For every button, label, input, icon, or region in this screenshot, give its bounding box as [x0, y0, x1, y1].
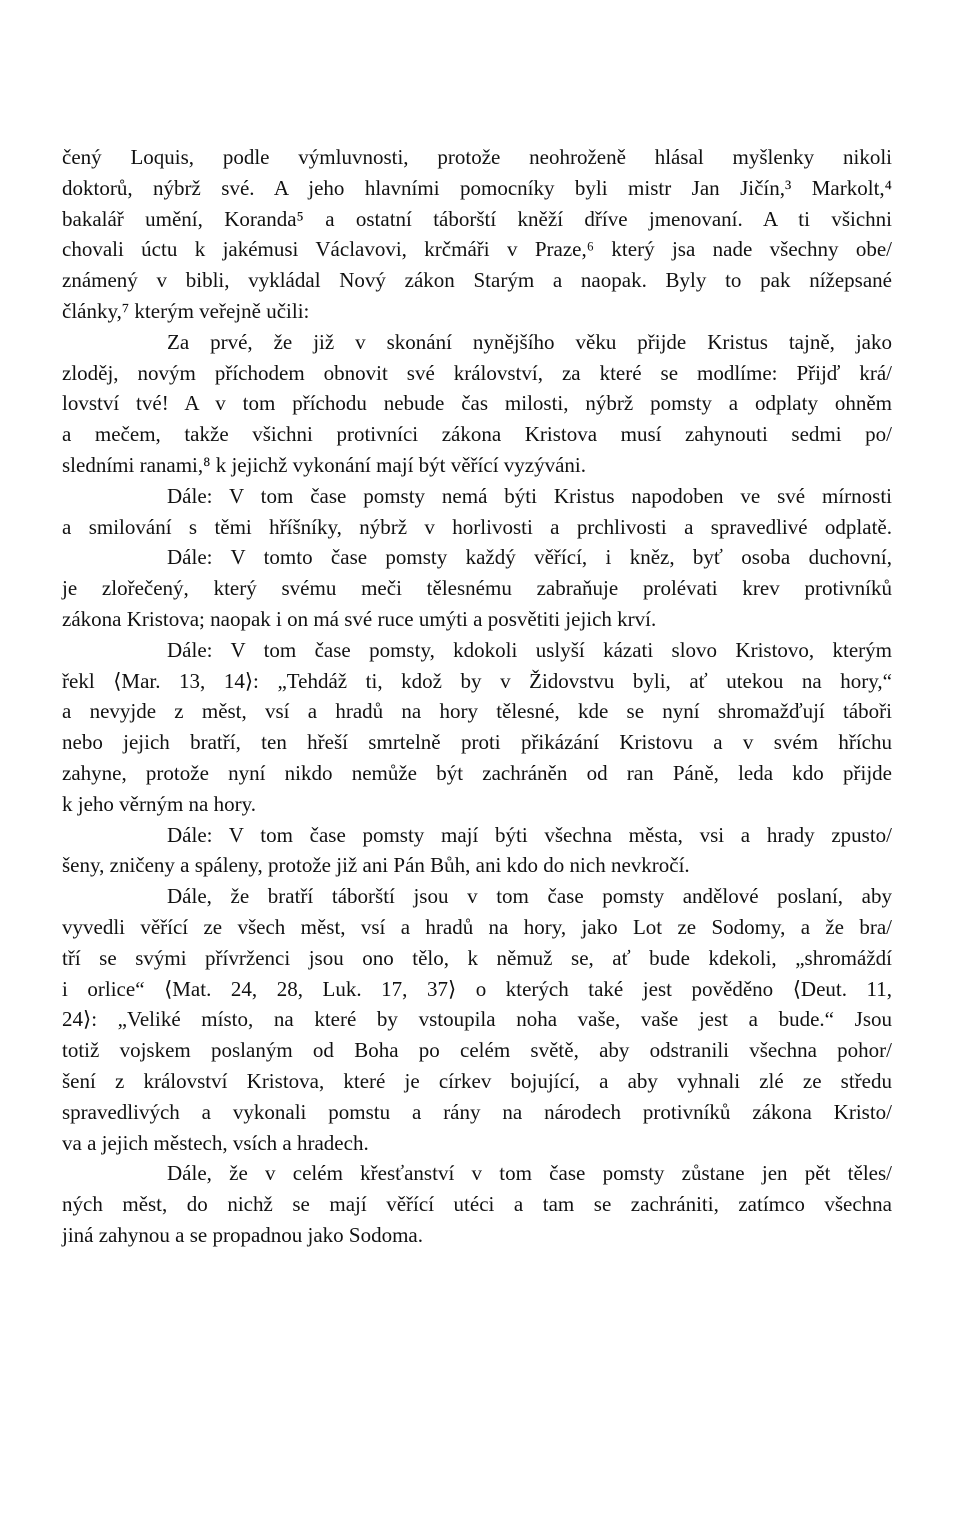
text-line: k jeho věrným na hory.: [62, 791, 257, 816]
text-line: spravedlivých a vykonali pomstu a rány na národech protivníků zákona Kristo/: [62, 1099, 892, 1124]
text-line: články,⁷ kterým veřejně učili:: [62, 298, 310, 323]
text-line: i orlice“ ⟨Mat. 24, 28, Luk. 17, 37⟩ o kterých také jest pověděno ⟨Deut. 11,: [62, 976, 892, 1001]
document-page: [62, 142, 892, 1251]
text-line: lovství tvé! A v tom příchodu nebude čas milosti, nýbrž pomsty a odplaty ohněm: [62, 391, 892, 416]
text-line: šeny, zničeny a spáleny, protože již ani Pán Bůh, ani kdo do nich nevkročí.: [62, 853, 690, 878]
text-line: ných měst, do nichž se mají věřící utéci a tam se zachrániti, zatímco všechna: [62, 1192, 892, 1217]
text-line: zahyne, protože nyní nikdo nemůže být zachráněn od ran Páně, leda kdo přijde: [62, 760, 892, 785]
text-line: totiž vojskem poslaným od Boha po celém světě, aby odstranili všechna pohor/: [62, 1038, 892, 1063]
text-line: Za prvé, že již v skonání nynějšího věku přijde Kristus tajně, jako: [167, 329, 892, 354]
text-line: Dále, že v celém křesťanství v tom čase pomsty zůstane jen pět těles/: [167, 1161, 892, 1186]
text-line: Dále: V tomto čase pomsty každý věřící, i kněz, byť osoba duchovní,: [167, 545, 892, 570]
text-line: a smilování s těmi hříšníky, nýbrž v horlivosti a prchlivosti a spravedlivé odplatě.: [62, 514, 892, 539]
text-line: a mečem, takže všichni protivníci zákona Kristova musí zahynouti sedmi po/: [62, 422, 892, 447]
text-line: řekl ⟨Mar. 13, 14⟩: „Tehdáž ti, kdož by v Židovstvu byli, ať utekou na hory,“: [62, 668, 892, 693]
text-line: a nevyjde z měst, vsí a hradů na hory tělesné, kde se nyní shromažďují tábořі: [62, 699, 892, 724]
text-line: je zlořečený, který svému meči tělesnému zabraňuje prolévati krev protivníků: [62, 576, 892, 601]
text-line: bakalář umění, Koranda⁵ a ostatní táborští kněží dříve jmenovaní. A ti všichni: [62, 206, 892, 231]
text-line: Dále: V tom čase pomsty nemá býti Kristus napodoben ve své mírnosti: [167, 483, 892, 508]
text-line: 24⟩: „Veliké místo, na které by vstoupila noha vaše, vaše jest a bude.“ Jsou: [62, 1007, 892, 1032]
text-line: šení z království Kristova, které je církev bojující, a aby vyhnali zlé ze středu: [62, 1068, 892, 1093]
text-line: tří se svými přívrženci jsou ono tělo, k němuž se, ať bude kdekoli, „shromáždí: [62, 945, 892, 970]
text-line: zloděj, novým příchodem obnovit své království, za které se modlíme: Přijď krá/: [62, 360, 892, 385]
text-line: vyvedli věřící ze všech měst, vsí a hradů na hory, jako Lot ze Sodomy, a že bra/: [62, 914, 892, 939]
text-line: známený v bibli, vykládal Nový zákon Starým a naopak. Byly to pak nížepsané: [62, 268, 892, 293]
text-line: chovali úctu k jakémusi Václavovi, krčmáři v Praze,⁶ který jsa nade všechny obe/: [62, 237, 892, 262]
text-line: čený Loquis, podle výmluvnosti, protože neohroženě hlásal myšlenky nikoli: [62, 145, 892, 169]
text-line: zákona Kristova; naopak i on má své ruce umýti a posvětiti jejich krví.: [62, 606, 657, 631]
text-line: jiná zahynou a se propadnou jako Sodoma.: [62, 1222, 423, 1247]
body-text: [62, 142, 892, 1251]
text-line: Dále: V tom čase pomsty, kdokoli uslyší kázati slovo Kristovo, kterým: [167, 637, 892, 662]
text-line: nebo jejich bratří, ten hřeší smrtelně proti přikázání Kristovu a v svém hříchu: [62, 730, 892, 755]
text-line: Dále: V tom čase pomsty mají býti všechna města, vsi a hrady zpusto/: [167, 822, 892, 847]
text-line: sledními ranami,⁸ k jejichž vykonání mají být věřící vyzýváni.: [62, 452, 587, 477]
text-line: va a jejich městech, vsích a hradech.: [62, 1130, 369, 1155]
text-line: doktorů, nýbrž své. A jeho hlavními pomocníky byli mistr Jan Jičín,³ Markolt,⁴: [62, 175, 892, 200]
text-line: Dále, že bratří táborští jsou v tom čase pomsty andělové poslaní, aby: [167, 884, 892, 909]
